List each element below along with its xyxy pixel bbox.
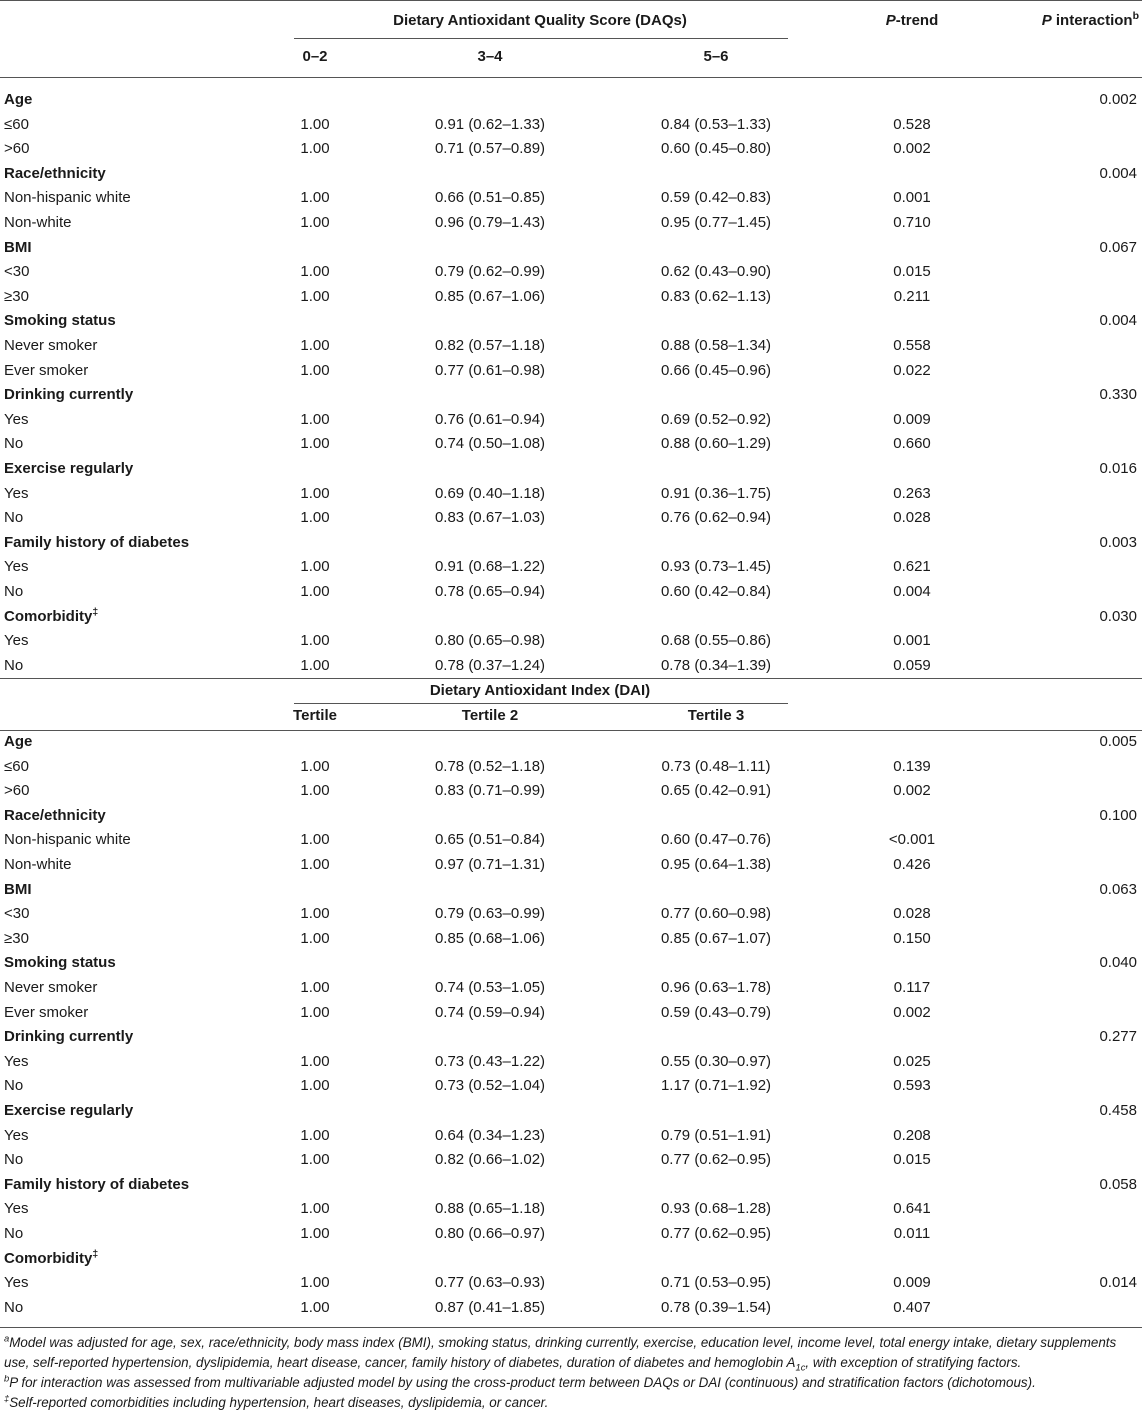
group-header-row (0, 88, 1145, 113)
p-interaction-value: 0.003 (1099, 533, 1137, 551)
p-trend-value: 0.263 (893, 484, 931, 502)
high-category-or: 0.73 (0.48–1.11) (661, 757, 771, 775)
high-category-or: 0.59 (0.42–0.83) (660, 189, 772, 207)
footnote-b-text: P for interaction was assessed from multivariable adjusted model by using the cross-product term between DAQs or DAI (continuous) and stratification factors (dichotomous). (9, 1375, 1036, 1390)
header1-bottom-rule (0, 77, 1142, 78)
table-row (0, 1074, 1145, 1099)
p-interaction-value: 0.016 (1099, 460, 1137, 477)
dai-col-tertile: Tertile (293, 707, 337, 724)
reference-value: 1.00 (300, 337, 330, 354)
reference-value: 1.00 (300, 656, 330, 674)
high-category-or: 0.85 (0.67–1.07) (660, 929, 772, 947)
table-row (0, 1296, 1145, 1321)
table-row (0, 555, 1145, 580)
p-trend-value: 0.208 (893, 1126, 931, 1144)
top-rule (0, 0, 1142, 1)
row-label: >60 (4, 782, 30, 800)
table-row (0, 432, 1145, 457)
reference-value: 1.00 (300, 115, 330, 133)
middle-category-or: 0.83 (0.67–1.03) (434, 509, 546, 527)
footnote-c-text: Self-reported comorbidities including hypertension, heart diseases, dyslipidemia, or cancer. (9, 1395, 549, 1410)
daqs-col-0-2: 0–2 (302, 48, 328, 65)
p-trend-header (886, 12, 939, 29)
p-trend-value: 0.117 (893, 979, 931, 996)
middle-category-or: 0.76 (0.61–0.94) (434, 410, 546, 428)
p-trend-value: 0.011 (893, 1225, 931, 1242)
middle-category-or: 0.78 (0.37–1.24) (434, 656, 546, 674)
high-category-or: 0.95 (0.64–1.38) (660, 856, 772, 873)
daqs-col-3-4: 3–4 (477, 48, 503, 65)
reference-value: 1.00 (300, 583, 330, 600)
p-interaction-value: 0.277 (1099, 1028, 1137, 1046)
daqs-group-rule (294, 38, 788, 39)
p-interaction-value: 0.004 (1099, 164, 1137, 182)
group-label: Age (4, 91, 33, 108)
p-interaction-value: 0.014 (1099, 1274, 1137, 1292)
reference-value: 1.00 (300, 263, 330, 281)
table-row (0, 853, 1145, 878)
table-row (0, 629, 1145, 654)
row-label: No (4, 1298, 24, 1316)
middle-category-or: 0.74 (0.50–1.08) (434, 435, 546, 453)
middle-category-or: 0.82 (0.66–1.02) (434, 1151, 546, 1169)
middle-category-or: 0.85 (0.67–1.06) (434, 287, 546, 305)
p-interaction-italic: P (1041, 12, 1052, 29)
high-category-or: 0.76 (0.62–0.94) (660, 509, 772, 527)
table-row (0, 1271, 1145, 1296)
reference-value: 1.00 (300, 1052, 330, 1070)
p-trend-value: 0.015 (893, 1151, 931, 1169)
row-label: No (4, 1225, 24, 1242)
middle-category-or: 0.73 (0.52–1.04) (434, 1077, 546, 1095)
comorbidity-footnote-mark: ‡ (92, 605, 99, 618)
row-label: Yes (4, 1274, 29, 1292)
p-trend-value: 0.426 (893, 856, 931, 873)
row-label: Yes (4, 484, 29, 502)
p-trend-value: 0.001 (893, 632, 931, 650)
table-row (0, 359, 1145, 384)
high-category-or: 1.17 (0.71–1.92) (660, 1077, 772, 1095)
row-label: ≥30 (4, 929, 29, 947)
table-row (0, 1222, 1145, 1247)
reference-value: 1.00 (300, 979, 330, 996)
high-category-or: 0.69 (0.52–0.92) (660, 410, 772, 428)
p-interaction-value: 0.002 (1099, 91, 1137, 108)
high-category-or: 0.96 (0.63–1.78) (660, 979, 772, 996)
middle-category-or: 0.71 (0.57–0.89) (434, 140, 546, 158)
p-trend-value: 0.025 (893, 1052, 931, 1070)
p-trend-value: 0.022 (893, 361, 931, 379)
middle-category-or: 0.79 (0.62–0.99) (434, 263, 546, 281)
row-label: Yes (4, 1126, 29, 1144)
high-category-or: 0.78 (0.39–1.54) (660, 1298, 772, 1316)
reference-value: 1.00 (300, 1003, 330, 1021)
table-row (0, 186, 1145, 211)
reference-value: 1.00 (300, 287, 330, 305)
row-label: Non-white (4, 214, 72, 231)
reference-value: 1.00 (300, 189, 330, 207)
row-label: ≥30 (4, 287, 29, 305)
reference-value: 1.00 (300, 484, 330, 502)
group-header-row (0, 309, 1145, 334)
p-interaction-value: 0.063 (1099, 880, 1137, 898)
group-header-row (0, 162, 1145, 187)
high-category-or: 0.93 (0.68–1.28) (660, 1200, 772, 1218)
high-category-or: 0.59 (0.43–0.79) (660, 1003, 772, 1021)
reference-value: 1.00 (300, 757, 330, 775)
p-trend-value: 0.593 (893, 1077, 931, 1095)
high-category-or: 0.84 (0.53–1.33) (660, 115, 772, 133)
footnotes (4, 1333, 1134, 1413)
p-trend-rest: -trend (895, 12, 939, 29)
group-label: BMI (4, 238, 32, 256)
high-category-or: 0.78 (0.34–1.39) (660, 656, 772, 674)
group-header-row (0, 1247, 1145, 1272)
middle-category-or: 0.65 (0.51–0.84) (434, 831, 546, 849)
p-trend-value: 0.004 (893, 583, 931, 600)
footnote-a-mark: a (4, 1333, 10, 1344)
middle-category-or: 0.69 (0.40–1.18) (434, 484, 546, 502)
row-label: ≤60 (4, 115, 29, 133)
reference-value: 1.00 (300, 856, 330, 873)
reference-value: 1.00 (300, 929, 330, 947)
footnote-a-sub: 1c (795, 1362, 806, 1373)
p-trend-value: 0.015 (893, 263, 931, 281)
reference-value: 1.00 (300, 1126, 330, 1144)
high-category-or: 0.62 (0.43–0.90) (660, 263, 772, 281)
footnote-a-tail: , with exception of stratifying factors. (805, 1355, 1022, 1370)
p-interaction-rest: interaction (1051, 12, 1133, 29)
table-row (0, 654, 1145, 679)
group-header-row (0, 730, 1145, 755)
middle-category-or: 0.91 (0.62–1.33) (434, 115, 546, 133)
middle-category-or: 0.64 (0.34–1.23) (434, 1126, 546, 1144)
group-header-row (0, 1173, 1145, 1198)
p-interaction-value: 0.040 (1099, 954, 1137, 972)
group-label: Age (4, 733, 33, 750)
row-label: Non-hispanic white (4, 831, 131, 849)
group-header-row (0, 951, 1145, 976)
p-trend-value: 0.528 (893, 115, 931, 133)
table-bottom-rule (0, 1327, 1142, 1328)
high-category-or: 0.95 (0.77–1.45) (660, 214, 772, 231)
p-trend-value: 0.028 (893, 905, 931, 923)
reference-value: 1.00 (300, 214, 330, 231)
table-row (0, 755, 1145, 780)
row-label: Never smoker (4, 337, 98, 354)
group-label: Comorbidity‡ (4, 605, 99, 625)
p-interaction-value: 0.100 (1099, 806, 1137, 824)
high-category-or: 0.88 (0.60–1.29) (660, 435, 772, 453)
high-category-or: 0.91 (0.36–1.75) (660, 484, 772, 502)
row-label: No (4, 435, 24, 453)
middle-category-or: 0.85 (0.68–1.06) (434, 929, 546, 947)
p-interaction-value: 0.005 (1099, 733, 1137, 750)
p-interaction-value: 0.330 (1099, 386, 1137, 404)
table-row (0, 580, 1145, 605)
row-label: Non-white (4, 856, 72, 873)
middle-category-or: 0.97 (0.71–1.31) (434, 856, 546, 873)
group-label: BMI (4, 880, 32, 898)
group-label: Comorbidity‡ (4, 1247, 99, 1267)
row-label: Yes (4, 410, 29, 428)
p-interaction-header (1042, 12, 1139, 29)
middle-category-or: 0.82 (0.57–1.18) (434, 337, 546, 354)
footnote-a-text: Model was adjusted for age, sex, race/ethnicity, body mass index (BMI), smoking status, drinking currently, exercise, education level, income level, total energy intake, dietary supplements use, self-reported hypertension, dyslipidemia, heart disease, cancer, family history of diabetes, duration of diabetes and hemoglobin A (4, 1335, 1117, 1370)
row-label: Non-hispanic white (4, 189, 131, 207)
reference-value: 1.00 (300, 782, 330, 800)
high-category-or: 0.71 (0.53–0.95) (660, 1274, 772, 1292)
high-category-or: 0.55 (0.30–0.97) (660, 1052, 772, 1070)
high-category-or: 0.93 (0.73–1.45) (660, 558, 772, 576)
dai-col-tertile-3: Tertile 3 (687, 707, 745, 724)
reference-value: 1.00 (300, 1225, 330, 1242)
reference-value: 1.00 (300, 558, 330, 576)
table-row (0, 506, 1145, 531)
p-trend-value: 0.710 (893, 214, 931, 231)
table-row (0, 1050, 1145, 1075)
p-trend-value: 0.558 (893, 337, 931, 354)
row-label: Yes (4, 1200, 29, 1218)
reference-value: 1.00 (300, 632, 330, 650)
footnote-b-mark: b (4, 1373, 10, 1384)
section-divider-rule (0, 678, 1142, 679)
reference-value: 1.00 (300, 1151, 330, 1169)
high-category-or: 0.65 (0.42–0.91) (660, 782, 772, 800)
p-trend-value: 0.002 (893, 140, 931, 158)
middle-category-or: 0.74 (0.59–0.94) (434, 1003, 546, 1021)
middle-category-or: 0.83 (0.71–0.99) (434, 782, 546, 800)
group-header-row (0, 605, 1145, 630)
high-category-or: 0.88 (0.58–1.34) (660, 337, 772, 354)
reference-value: 1.00 (300, 410, 330, 428)
middle-category-or: 0.78 (0.52–1.18) (434, 757, 546, 775)
p-trend-italic: P (885, 12, 896, 29)
p-trend-value: 0.641 (893, 1200, 931, 1218)
p-trend-value: 0.028 (893, 509, 931, 527)
table-row (0, 1001, 1145, 1026)
high-category-or: 0.68 (0.55–0.86) (660, 632, 772, 650)
group-header-row (0, 457, 1145, 482)
group-label: Smoking status (4, 312, 116, 330)
reference-value: 1.00 (300, 140, 330, 158)
footnote-b (4, 1373, 1134, 1393)
p-trend-value: 0.407 (893, 1298, 931, 1316)
group-label: Drinking currently (4, 1028, 134, 1046)
daqs-group-title: Dietary Antioxidant Quality Score (DAQs) (393, 12, 687, 29)
group-header-row (0, 878, 1145, 903)
high-category-or: 0.60 (0.47–0.76) (660, 831, 772, 849)
row-label: Ever smoker (4, 1003, 89, 1021)
row-label: Never smoker (4, 979, 98, 996)
middle-category-or: 0.87 (0.41–1.85) (434, 1298, 546, 1316)
p-interaction-value: 0.067 (1099, 238, 1137, 256)
p-trend-value: 0.211 (893, 287, 931, 305)
row-label: No (4, 583, 24, 600)
high-category-or: 0.60 (0.45–0.80) (660, 140, 772, 158)
table-row (0, 408, 1145, 433)
table-row (0, 482, 1145, 507)
table-row (0, 902, 1145, 927)
table-row (0, 779, 1145, 804)
table-row (0, 260, 1145, 285)
p-trend-value: 0.150 (893, 929, 931, 947)
middle-category-or: 0.80 (0.65–0.98) (434, 632, 546, 650)
table-row (0, 1148, 1145, 1173)
row-label: No (4, 656, 24, 674)
row-label: <30 (4, 263, 30, 281)
row-label: Yes (4, 558, 29, 576)
group-header-row (0, 1025, 1145, 1050)
middle-category-or: 0.77 (0.63–0.93) (434, 1274, 546, 1292)
p-trend-value: <0.001 (888, 831, 936, 849)
table-row (0, 211, 1145, 236)
p-trend-value: 0.139 (893, 757, 931, 775)
footnote-c-mark: ‡ (4, 1393, 10, 1404)
middle-category-or: 0.96 (0.79–1.43) (434, 214, 546, 231)
high-category-or: 0.60 (0.42–0.84) (660, 583, 772, 600)
group-label: Drinking currently (4, 386, 134, 404)
dai-group-title: Dietary Antioxidant Index (DAI) (429, 682, 651, 699)
high-category-or: 0.83 (0.62–1.13) (660, 287, 772, 305)
table-row (0, 1124, 1145, 1149)
row-label: >60 (4, 140, 30, 158)
group-header-row (0, 531, 1145, 556)
p-interaction-sup: b (1132, 10, 1139, 22)
high-category-or: 0.77 (0.62–0.95) (660, 1225, 772, 1242)
daqs-col-5-6: 5–6 (703, 48, 729, 65)
row-label: No (4, 509, 24, 527)
middle-category-or: 0.88 (0.65–1.18) (434, 1200, 546, 1218)
dai-col-tertile-2: Tertile 2 (461, 707, 519, 724)
p-interaction-value: 0.030 (1099, 607, 1137, 625)
reference-value: 1.00 (300, 435, 330, 453)
footnote-a (4, 1333, 1134, 1373)
table-row (0, 285, 1145, 310)
reference-value: 1.00 (300, 1274, 330, 1292)
high-category-or: 0.79 (0.51–1.91) (660, 1126, 772, 1144)
middle-category-or: 0.77 (0.61–0.98) (434, 361, 546, 379)
group-header-row (0, 1099, 1145, 1124)
table-row (0, 976, 1145, 1001)
group-label: Family history of diabetes (4, 1175, 190, 1193)
p-trend-value: 0.059 (893, 656, 931, 674)
row-label: ≤60 (4, 757, 29, 775)
table-row (0, 927, 1145, 952)
p-interaction-value: 0.458 (1099, 1102, 1137, 1119)
middle-category-or: 0.73 (0.43–1.22) (434, 1052, 546, 1070)
group-header-row (0, 804, 1145, 829)
p-interaction-value: 0.058 (1099, 1175, 1137, 1193)
reference-value: 1.00 (300, 509, 330, 527)
p-trend-value: 0.002 (893, 782, 931, 800)
group-label: Family history of diabetes (4, 533, 190, 551)
table-row (0, 334, 1145, 359)
reference-value: 1.00 (300, 1298, 330, 1316)
row-label: <30 (4, 905, 30, 923)
middle-category-or: 0.78 (0.65–0.94) (434, 583, 546, 600)
high-category-or: 0.77 (0.62–0.95) (660, 1151, 772, 1169)
row-label: No (4, 1151, 24, 1169)
group-label: Race/ethnicity (4, 806, 106, 824)
p-trend-value: 0.009 (893, 1274, 931, 1292)
group-header-row (0, 383, 1145, 408)
middle-category-or: 0.74 (0.53–1.05) (434, 979, 546, 996)
p-trend-value: 0.660 (893, 435, 931, 453)
row-label: Ever smoker (4, 361, 89, 379)
dai-group-rule (294, 703, 788, 704)
p-trend-value: 0.001 (893, 189, 931, 207)
group-label: Exercise regularly (4, 460, 134, 477)
reference-value: 1.00 (300, 1200, 330, 1218)
group-label: Race/ethnicity (4, 164, 106, 182)
middle-category-or: 0.91 (0.68–1.22) (434, 558, 546, 576)
p-interaction-value: 0.004 (1099, 312, 1137, 330)
footnote-c (4, 1393, 1134, 1413)
reference-value: 1.00 (300, 831, 330, 849)
row-label: Yes (4, 632, 29, 650)
row-label: Yes (4, 1052, 29, 1070)
row-label: No (4, 1077, 24, 1095)
reference-value: 1.00 (300, 905, 330, 923)
group-label: Smoking status (4, 954, 116, 972)
middle-category-or: 0.66 (0.51–0.85) (434, 189, 546, 207)
comorbidity-footnote-mark: ‡ (92, 1247, 99, 1260)
table-row (0, 113, 1145, 138)
group-label: Exercise regularly (4, 1102, 134, 1119)
reference-value: 1.00 (300, 361, 330, 379)
high-category-or: 0.77 (0.60–0.98) (660, 905, 772, 923)
group-header-row (0, 236, 1145, 261)
high-category-or: 0.66 (0.45–0.96) (660, 361, 772, 379)
p-trend-value: 0.002 (893, 1003, 931, 1021)
table-row (0, 137, 1145, 162)
table-row (0, 1197, 1145, 1222)
table-row (0, 828, 1145, 853)
reference-value: 1.00 (300, 1077, 330, 1095)
p-trend-value: 0.621 (893, 558, 931, 576)
middle-category-or: 0.80 (0.66–0.97) (434, 1225, 546, 1242)
middle-category-or: 0.79 (0.63–0.99) (434, 905, 546, 923)
p-trend-value: 0.009 (893, 410, 931, 428)
